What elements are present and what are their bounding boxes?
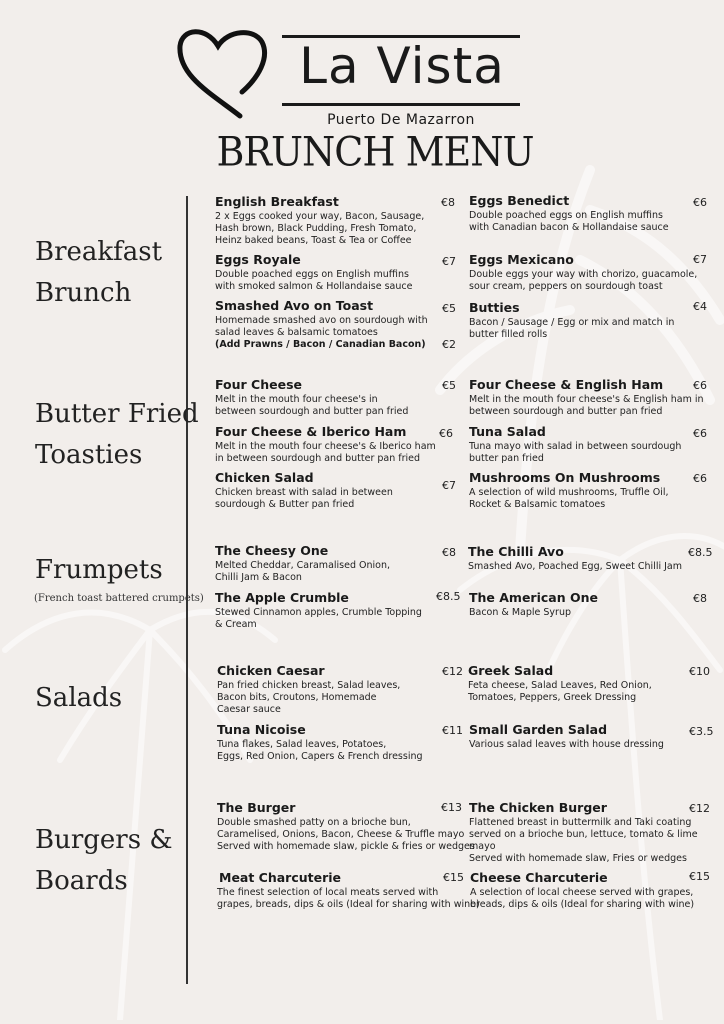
menu-item-english-breakfast (215, 194, 424, 247)
menu-item-cheese-charcuterie (470, 870, 694, 911)
item-name: Meat Charcuterie (219, 870, 342, 885)
price-greek-salad: €10 (689, 665, 710, 678)
menu-item-eggs-mexicano (469, 252, 697, 293)
item-desc: Melted Cheddar, Caramalised Onion, Chilli Jam & Bacon (215, 560, 390, 583)
price-chilli-avo: €8.5 (688, 546, 713, 559)
menu-item-tuna-nicoise (217, 722, 423, 763)
menu-item-chilli-avo (468, 544, 682, 573)
item-desc: Feta cheese, Salad Leaves, Red Onion, Tomatoes, Peppers, Greek Dressing (468, 680, 652, 703)
addon-text: (Add Prawns / Bacon / Canadian Bacon) (215, 339, 426, 350)
item-name: Cheese Charcuterie (470, 870, 608, 885)
item-desc: Flattened breast in buttermilk and Taki coating served on a brioche bun, lettuce, tomato & lime mayo Served with homemade slaw, Fries or wedges (469, 817, 698, 864)
item-name: Mushrooms On Mushrooms (469, 470, 661, 485)
menu-item-cheesy-one (215, 543, 390, 584)
price-small-garden: €3.5 (689, 725, 714, 738)
item-name: Chicken Caesar (217, 663, 325, 678)
menu-item-burger (217, 800, 475, 853)
item-name: The Chicken Burger (469, 800, 607, 815)
price-mushrooms: €6 (693, 472, 707, 485)
item-desc: Bacon & Maple Syrup (469, 607, 572, 618)
price-english-breakfast: €8 (441, 196, 455, 209)
item-desc: Bacon / Sausage / Egg or mix and match in butter filled rolls (469, 317, 675, 340)
price-chicken-burger: €12 (689, 802, 710, 815)
item-desc: A selection of local cheese served with grapes, breads, dips & oils (Ideal for sharing with wine) (470, 887, 695, 910)
price-four-cheese: €5 (442, 379, 456, 392)
item-name: The Chilli Avo (468, 544, 564, 559)
item-desc: The finest selection of local meats served with grapes, breads, dips & oils (Ideal for sharing with wine) (217, 887, 480, 910)
section-salads: Salads (35, 683, 123, 713)
price-chicken-caesar: €12 (442, 665, 463, 678)
item-name: Small Garden Salad (469, 722, 608, 737)
brand-subtitle: Puerto De Mazarron (327, 112, 475, 128)
section-frumpets: Frumpets (35, 555, 163, 585)
logo-bottom-rule (282, 103, 520, 106)
menu-item-eggs-benedict (469, 193, 669, 234)
brand-name: La Vista (299, 37, 505, 95)
menu-item-chicken-caesar (217, 663, 400, 716)
price-burger: €13 (441, 801, 462, 814)
menu-item-chicken-burger (469, 800, 724, 865)
item-desc: 2 x Eggs cooked your way, Bacon, Sausage, Hash brown, Black Pudding, Fresh Tomato, Heinz baked beans, Toast & Tea or Coffee (215, 211, 425, 246)
item-name: Eggs Royale (215, 252, 301, 267)
price-meat-charcuterie: €15 (443, 871, 464, 884)
menu-item-four-cheese-iberico (215, 424, 436, 465)
item-desc: Melt in the mouth four cheese's & English ham in between sourdough and butter pan fried (469, 394, 704, 417)
price-tuna-salad: €6 (693, 427, 707, 440)
menu-item-four-cheese (215, 377, 408, 418)
item-name: The Burger (217, 800, 296, 815)
menu-item-butties (469, 300, 674, 341)
section-frumpets-note: (French toast battered crumpets) (34, 593, 204, 604)
section-breakfast: Breakfast Brunch (35, 237, 163, 308)
price-butties: €4 (693, 300, 707, 313)
item-desc: A selection of wild mushrooms, Truffle Oil, Rocket & Balsamic tomatoes (469, 487, 669, 510)
menu-item-four-cheese-ham (469, 377, 704, 418)
item-name: Tuna Salad (469, 424, 546, 439)
item-name: Four Cheese (215, 377, 302, 392)
item-name: Four Cheese & English Ham (469, 377, 664, 392)
item-desc: Double eggs your way with chorizo, guacamole, sour cream, peppers on sourdough toast (469, 269, 698, 292)
price-smashed-avo: €5 (442, 302, 456, 315)
item-desc: Double poached eggs on English muffins with Canadian bacon & Hollandaise sauce (469, 210, 669, 233)
price-eggs-benedict: €6 (693, 196, 707, 209)
item-name: The Cheesy One (215, 543, 329, 558)
item-desc: Chicken breast with salad in between sourdough & Butter pan fried (215, 487, 393, 510)
item-desc: Various salad leaves with house dressing (469, 739, 664, 750)
item-desc: Pan fried chicken breast, Salad leaves, Bacon bits, Croutons, Homemade Caesar sauce (217, 680, 401, 715)
smashed-avo-addon (215, 339, 426, 350)
price-apple-crumble: €8.5 (436, 590, 461, 603)
price-four-cheese-ham: €6 (693, 379, 707, 392)
item-name: Tuna Nicoise (217, 722, 306, 737)
menu-item-meat-charcuterie (217, 870, 480, 911)
menu-item-smashed-avo (215, 298, 428, 339)
item-name: Eggs Mexicano (469, 252, 574, 267)
menu-title: BRUNCH MENU (216, 128, 534, 176)
menu-item-eggs-royale (215, 252, 412, 293)
item-desc: Homemade smashed avo on sourdough with salad leaves & balsamic tomatoes (215, 315, 428, 338)
price-american-one: €8 (693, 592, 707, 605)
menu-item-chicken-salad (215, 470, 393, 511)
menu-item-small-garden (469, 722, 664, 751)
item-name: Smashed Avo on Toast (215, 298, 374, 313)
item-desc: Melt in the mouth four cheese's & Iberico ham in between sourdough and butter pan fried (215, 441, 436, 464)
price-chicken-salad: €7 (442, 479, 456, 492)
item-name: Butties (469, 300, 520, 315)
item-name: The American One (469, 590, 598, 605)
price-cheesy-one: €8 (442, 546, 456, 559)
item-desc: Melt in the mouth four cheese's in between sourdough and butter pan fried (215, 394, 409, 417)
item-desc: Tuna flakes, Salad leaves, Potatoes, Eggs, Red Onion, Capers & French dressing (217, 739, 423, 762)
palm-tree-decoration (430, 500, 724, 1020)
item-desc: Double poached eggs on English muffins with smoked salmon & Hollandaise sauce (215, 269, 413, 292)
item-name: Chicken Salad (215, 470, 314, 485)
item-desc: Tuna mayo with salad in between sourdough butter pan fried (469, 441, 682, 464)
item-name: The Apple Crumble (215, 590, 349, 605)
price-eggs-royale: €7 (442, 255, 456, 268)
item-name: Four Cheese & Iberico Ham (215, 424, 407, 439)
item-name: English Breakfast (215, 194, 339, 209)
section-toasties: Butter Fried Toasties (35, 399, 199, 470)
divider-line (186, 196, 188, 984)
menu-item-mushrooms (469, 470, 668, 511)
price-tuna-nicoise: €11 (442, 724, 463, 737)
menu-item-tuna-salad (469, 424, 681, 465)
item-desc: Smashed Avo, Poached Egg, Sweet Chilli Jam (468, 561, 682, 572)
menu-item-american-one (469, 590, 598, 619)
item-desc: Stewed Cinnamon apples, Crumble Topping & Cream (215, 607, 422, 630)
section-burgers: Burgers & Boards (35, 825, 173, 896)
item-name: Greek Salad (468, 663, 554, 678)
price-four-cheese-iberico: €6 (439, 427, 453, 440)
price-eggs-mexicano: €7 (693, 253, 707, 266)
price-smashed-avo-addon: €2 (442, 338, 456, 351)
heart-logo-icon (172, 24, 272, 120)
menu-item-apple-crumble (215, 590, 422, 631)
menu-item-greek-salad (468, 663, 652, 704)
price-cheese-charcuterie: €15 (689, 870, 710, 883)
item-name: Eggs Benedict (469, 193, 570, 208)
item-desc: Double smashed patty on a brioche bun, Caramelised, Onions, Bacon, Cheese & Truffle mayo Served with homemade slaw, pickle & fries or wedges (217, 817, 475, 852)
